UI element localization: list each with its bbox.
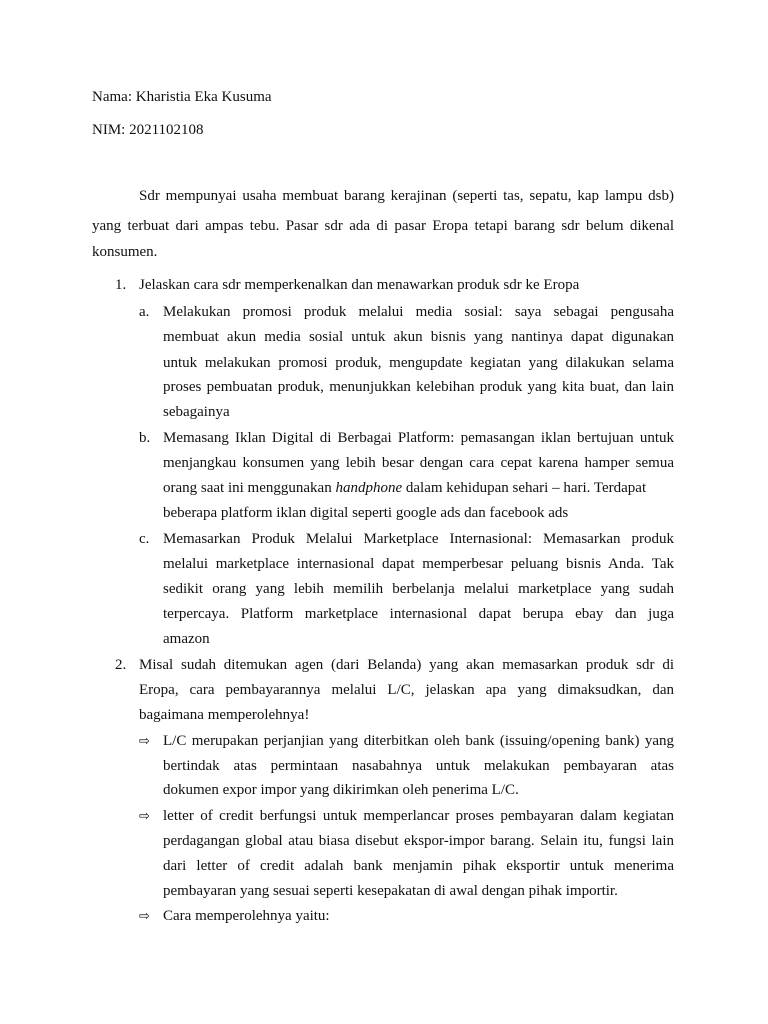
list-item-line: sedikit orang yang lebih memilih berbelanja melalui marketplace yang sudah: [163, 581, 674, 597]
bullet-line: L/C merupakan perjanjian yang diterbitkan oleh bank (issuing/opening bank) yang: [163, 733, 674, 749]
question-text: bagaimana memperolehnya!: [139, 707, 310, 723]
list-marker: b.: [139, 430, 151, 446]
student-id: NIM: 2021102108: [92, 122, 204, 138]
list-item-line: untuk melakukan promosi produk, mengupdate kegiatan yang dilakukan selama: [163, 355, 674, 371]
list-marker: c.: [139, 531, 150, 547]
bullet-line: bertindak atas permintaan nasabahnya untuk melakukan pembayaran atas: [163, 758, 674, 774]
bullet-line: pembayaran yang sesuai seperti kesepakatan di awal dengan pihak importir.: [163, 883, 618, 899]
list-item-line: beberapa platform iklan digital seperti google ads dan facebook ads: [163, 505, 569, 521]
list-item-line: proses pembuatan produk, menunjukkan kelebihan produk yang kita buat, dan lain: [163, 379, 674, 395]
intro-line: Sdr mempunyai usaha membuat barang kerajinan (seperti tas, sepatu, kap lampu dsb): [139, 188, 674, 204]
bullet-line: dari letter of credit adalah bank menjamin pihak eksportir untuk menerima: [163, 858, 674, 874]
list-item-line: menjangkau konsumen yang lebih besar dengan cara cepat karena hamper semua: [163, 455, 674, 471]
text-run: dalam kehidupan sehari – hari. Terdapat: [402, 480, 647, 496]
question-text: Jelaskan cara sdr memperkenalkan dan menawarkan produk sdr ke Eropa: [139, 277, 580, 293]
question-number: 1.: [115, 277, 127, 293]
list-item-line: Memasarkan Produk Melalui Marketplace Internasional: Memasarkan produk: [163, 531, 674, 547]
bullet-line: letter of credit berfungsi untuk memperlancar proses pembayaran dalam kegiatan: [163, 808, 674, 824]
intro-line: konsumen.: [92, 244, 158, 260]
italic-term: handphone: [335, 480, 403, 496]
arrow-right-outline-icon: ⇨: [139, 734, 150, 749]
question-number: 2.: [115, 657, 127, 673]
question-text: Eropa, cara pembayarannya melalui L/C, jelaskan apa yang dimaksudkan, dan: [139, 682, 674, 698]
list-item-line: melalui marketplace internasional dapat memperbesar peluang bisnis Anda. Tak: [163, 556, 674, 572]
list-item-line: sebagainya: [163, 404, 230, 420]
arrow-right-outline-icon: ⇨: [139, 809, 150, 824]
list-item-line: [163, 481, 646, 496]
question-text: Misal sudah ditemukan agen (dari Belanda) yang akan memasarkan produk sdr di: [139, 657, 674, 673]
arrow-right-outline-icon: ⇨: [139, 909, 150, 924]
list-item-line: Memasang Iklan Digital di Berbagai Platform: pemasangan iklan bertujuan untuk: [163, 430, 674, 446]
intro-line: yang terbuat dari ampas tebu. Pasar sdr ada di pasar Eropa tetapi barang sdr belum dikenal: [92, 218, 674, 234]
list-item-line: amazon: [163, 631, 210, 647]
student-name: Nama: Kharistia Eka Kusuma: [92, 89, 272, 105]
list-item-line: terpercaya. Platform marketplace internasional dapat berupa ebay dan juga: [163, 606, 674, 622]
list-item-line: Melakukan promosi produk melalui media sosial: saya sebagai pengusaha: [163, 304, 674, 320]
bullet-line: Cara memperolehnya yaitu:: [163, 908, 330, 924]
text-run: orang saat ini menggunakan: [163, 480, 336, 496]
bullet-line: dokumen expor impor yang dikirimkan oleh penerima L/C.: [163, 782, 519, 798]
bullet-line: perdagangan global atau biasa disebut ekspor-impor barang. Selain itu, fungsi lain: [163, 833, 674, 849]
list-marker: a.: [139, 304, 150, 320]
list-item-line: membuat akun media sosial untuk akun bisnis yang nantinya dapat digunakan: [163, 329, 674, 345]
